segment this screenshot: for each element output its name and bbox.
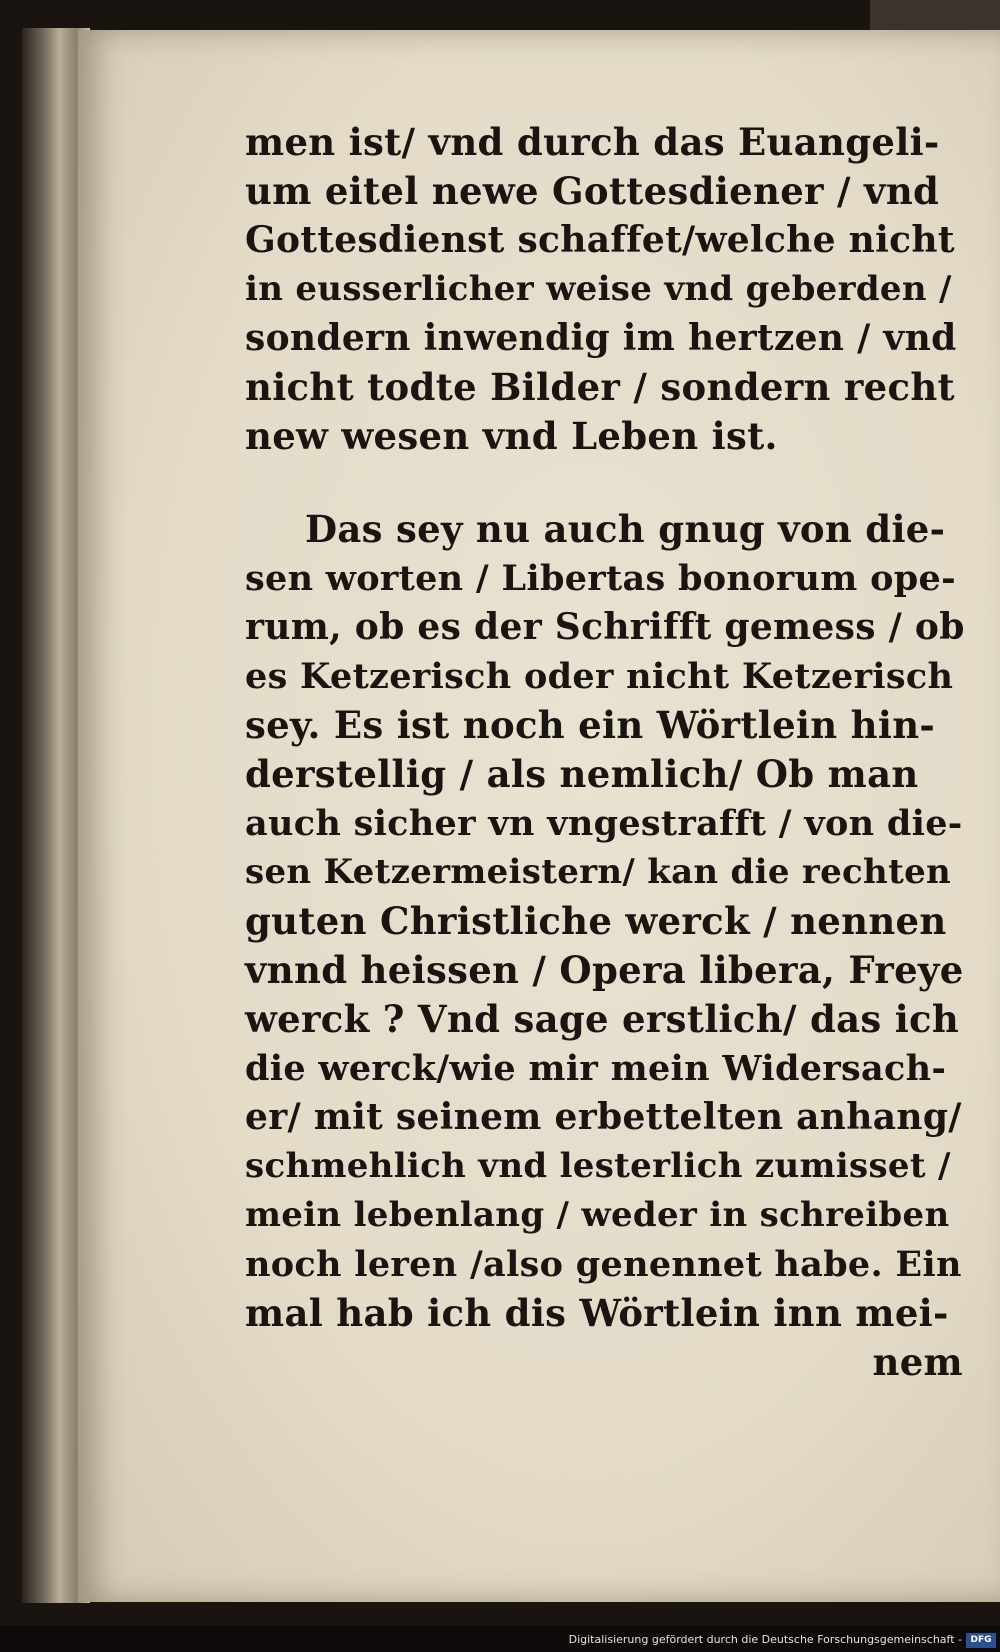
text-line: nicht todte Bilder / sondern recht bbox=[245, 365, 955, 409]
text-line: new wesen vnd Leben ist. bbox=[245, 414, 778, 458]
text-line: er/ mit seinem erbettelten anhang/ bbox=[245, 1096, 962, 1138]
text-line: auch sicher vn vngestrafft / von die- bbox=[245, 803, 963, 844]
text-line: Gottesdienst schaffet/welche nicht bbox=[245, 219, 955, 261]
text-line: men ist/ vnd durch das Euangeli- bbox=[245, 120, 940, 164]
text-line: rum, ob es der Schrifft gemess / ob bbox=[245, 606, 965, 648]
funding-credit-text: Digitalisierung gefördert durch die Deutsche Forschungsgemeinschaft - bbox=[568, 1633, 962, 1646]
catchword: nem bbox=[872, 1340, 963, 1384]
digitization-footer bbox=[0, 1626, 1000, 1652]
text-line: mein lebenlang / weder in schreiben bbox=[245, 1195, 950, 1235]
text-line: um eitel newe Gottesdiener / vnd bbox=[245, 169, 940, 213]
page-text-block bbox=[245, 118, 965, 1387]
text-line: Das sey nu auch gnug von die- bbox=[305, 507, 946, 551]
text-line: vnnd heissen / Opera libera, Freye bbox=[245, 948, 964, 992]
text-line: werck ? Vnd sage erstlich/ das ich bbox=[245, 997, 960, 1041]
text-line: sey. Es ist noch ein Wörtlein hin- bbox=[245, 703, 936, 747]
cover-corner bbox=[870, 0, 1000, 30]
text-line: sondern inwendig im hertzen / vnd bbox=[245, 317, 957, 359]
text-line: es Ketzerisch oder nicht Ketzerisch bbox=[245, 656, 954, 697]
text-line: sen worten / Libertas bonorum ope- bbox=[245, 558, 956, 599]
text-line: die werck/wie mir mein Widersach- bbox=[245, 1048, 947, 1089]
dfg-logo: DFG bbox=[966, 1633, 996, 1648]
text-line: schmehlich vnd lesterlich zumisset / bbox=[245, 1146, 951, 1186]
text-line: guten Christliche werck / nennen bbox=[245, 899, 947, 943]
text-line: noch leren /also genennet habe. Ein bbox=[245, 1244, 962, 1285]
text-line: derstellig / als nemlich/ Ob man bbox=[245, 752, 919, 796]
paragraph-gap bbox=[245, 461, 965, 505]
text-line: mal hab ich dis Wörtlein inn mei- bbox=[245, 1291, 949, 1335]
text-line: in eusserlicher weise vnd geberden / bbox=[245, 269, 952, 309]
text-line: sen Ketzermeistern/ kan die rechten bbox=[245, 852, 952, 892]
